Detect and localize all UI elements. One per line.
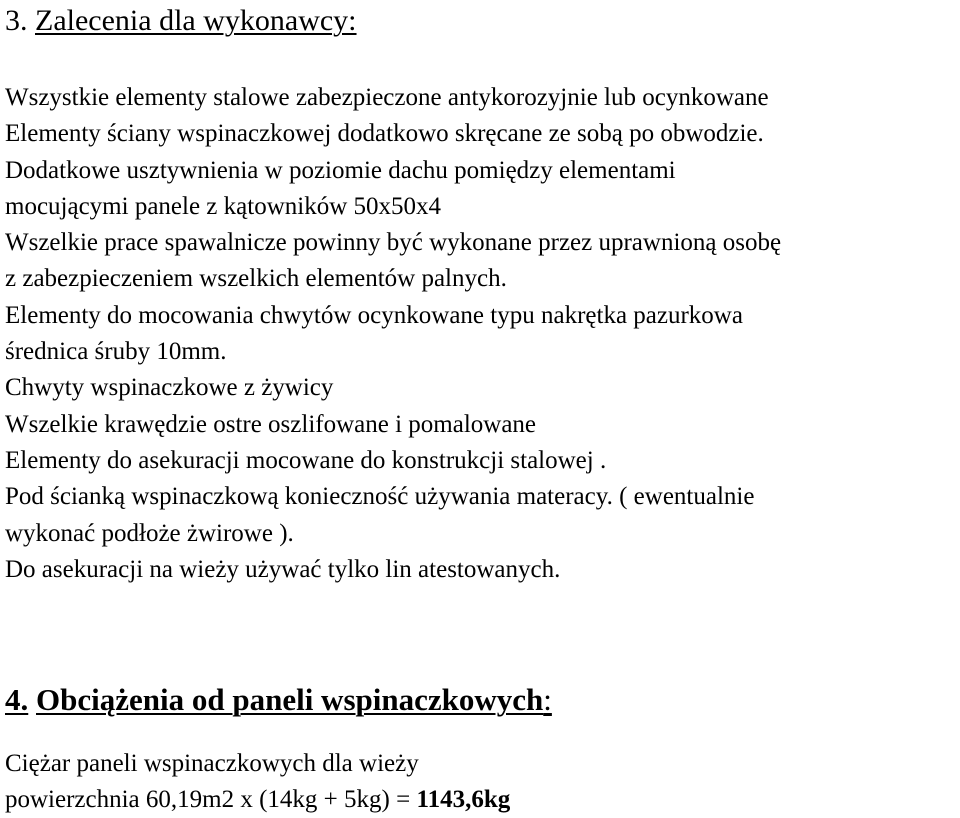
section-4-weight [5,746,510,818]
recommendation-line: Elementy do asekuracji mocowane do konstrukcji stalowej . [5,446,607,474]
weight-formula: powierzchnia 60,19m2 x (14kg + 5kg) = [5,786,417,813]
section-3-number: 3. [5,4,28,37]
recommendation-line: Elementy do mocowania chwytów ocynkowane typu nakrętka pazurkowa [5,301,743,329]
recommendation-line: Wszelkie prace spawalnicze powinny być wykonane przez uprawnioną osobę [5,229,782,257]
recommendation-line: Dodatkowe usztywnienia w poziomie dachu pomiędzy elementami [5,156,676,184]
recommendation-line: średnica śruby 10mm. [5,338,227,366]
recommendation-line: Elementy ściany wspinaczkowej dodatkowo skręcane ze sobą po obwodzie. [5,120,764,148]
recommendation-line: wykonać podłoże żwirowe ). [5,519,294,547]
section-4-heading [5,683,552,717]
recommendation-line: mocującymi panele z kątowników 50x50x4 [5,192,441,220]
weight-line-1: Ciężar paneli wspinaczkowych dla wieży [5,750,419,777]
section-3-title: Zalecenia dla wykonawcy: [35,4,357,37]
section-3-heading [5,4,357,38]
section-4-colon: : [543,682,552,717]
section-4-title: Obciążenia od paneli wspinaczkowych [36,682,544,717]
recommendation-line: Pod ścianką wspinaczkową konieczność używania materacy. ( ewentualnie [5,483,755,511]
recommendation-line: Chwyty wspinaczkowe z żywicy [5,374,334,402]
section-3-recommendations [5,80,781,588]
section-4-number: 4. [5,682,29,717]
recommendation-line: Wszelkie krawędzie ostre oszlifowane i pomalowane [5,410,537,438]
weight-line-2 [5,782,510,818]
recommendation-line: z zabezpieczeniem wszelkich elementów palnych. [5,265,507,293]
weight-result: 1143,6kg [416,786,511,813]
recommendation-line: Wszystkie elementy stalowe zabezpieczone antykorozyjnie lub ocynkowane [5,84,769,111]
recommendation-line: Do asekuracji na wieży używać tylko lin atestowanych. [5,555,561,583]
